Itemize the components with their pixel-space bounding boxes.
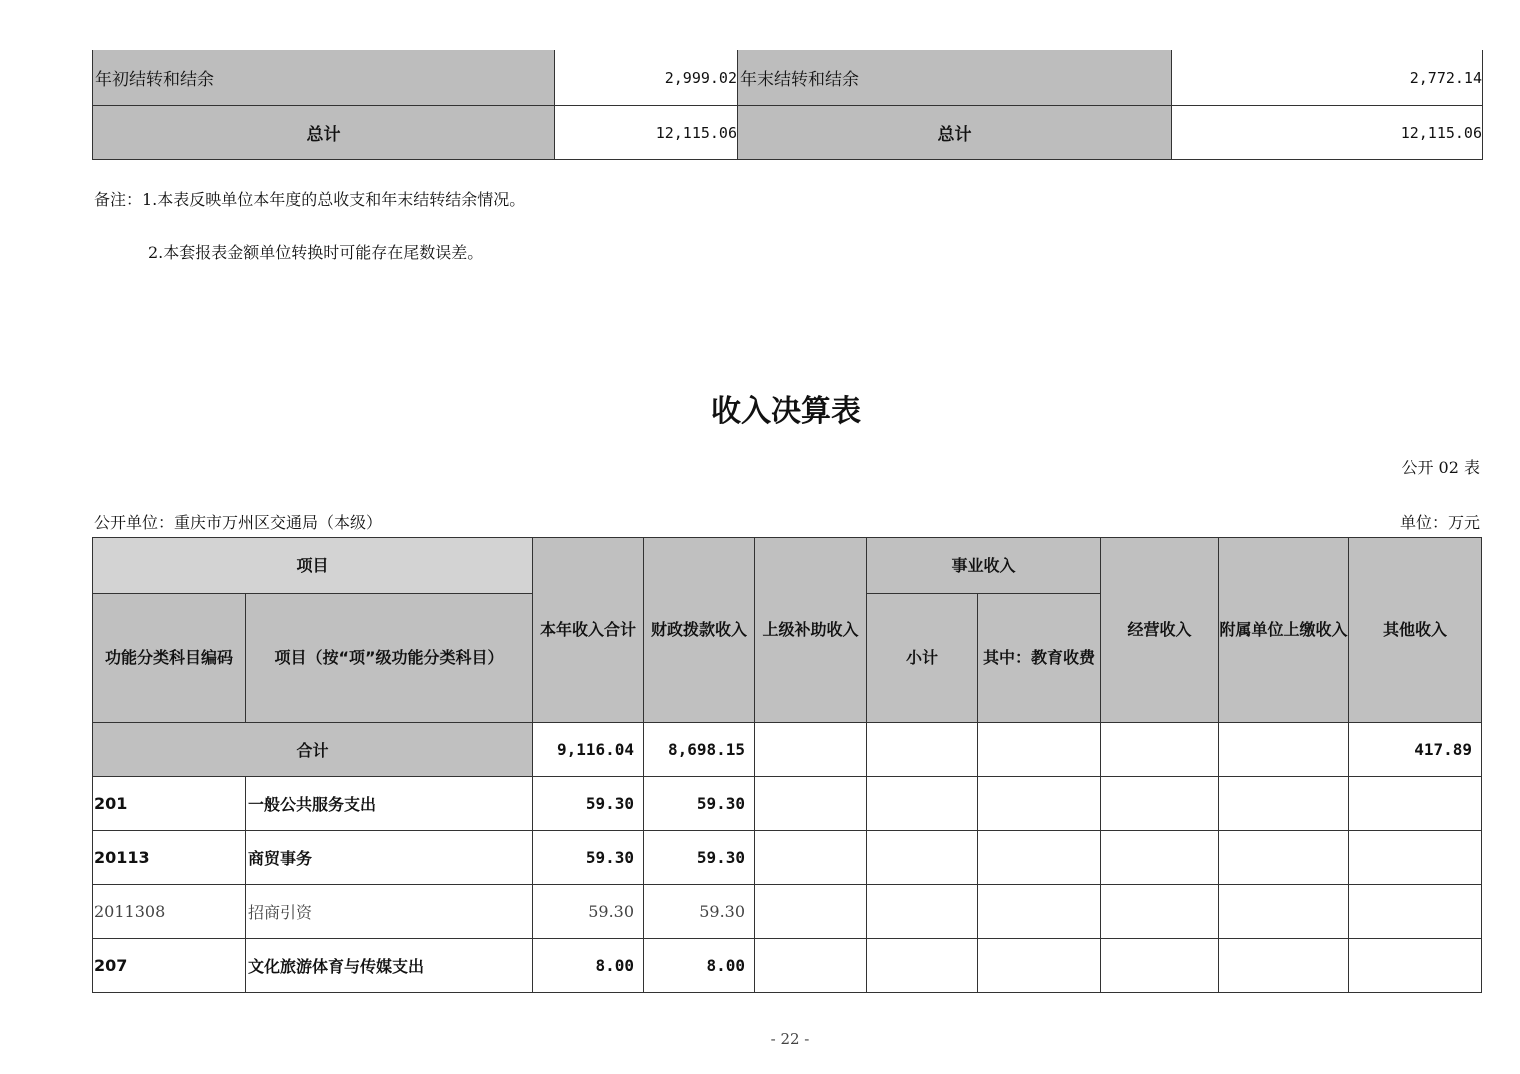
empty-cell — [978, 939, 1101, 993]
table-row — [93, 777, 1482, 831]
header-fiscal: 财政拨款收入 — [644, 538, 755, 723]
table-row — [93, 885, 1482, 939]
row-total-income: 59.30 — [533, 885, 644, 939]
table-row — [93, 939, 1482, 993]
empty-cell — [867, 885, 978, 939]
header-business: 事业收入 — [867, 538, 1101, 594]
empty-cell — [1101, 885, 1219, 939]
empty-cell — [978, 831, 1101, 885]
table-row — [93, 106, 1483, 160]
empty-cell — [1349, 885, 1482, 939]
row-name: 文化旅游体育与传媒支出 — [246, 939, 533, 993]
form-number: 公开 02 表 — [1401, 458, 1480, 477]
carryover-end-value: 2,772.14 — [1172, 50, 1483, 106]
empty-cell — [978, 885, 1101, 939]
header-project: 项目 — [93, 538, 533, 594]
note-line-2: 2.本套报表金额单位转换时可能存在尾数误差。 — [148, 243, 484, 262]
page-number: - 22 - — [770, 1030, 810, 1048]
empty-cell — [755, 939, 867, 993]
carryover-end-label: 年末结转和结余 — [738, 50, 1172, 106]
empty-cell — [1101, 777, 1219, 831]
row-code: 207 — [93, 939, 246, 993]
row-name: 招商引资 — [246, 885, 533, 939]
empty-cell — [1349, 939, 1482, 993]
empty-cell — [755, 777, 867, 831]
empty-cell — [755, 723, 867, 777]
grand-total-label-left: 总计 — [93, 106, 555, 160]
empty-cell — [1219, 831, 1349, 885]
header-other: 其他收入 — [1349, 538, 1482, 723]
table-row — [93, 831, 1482, 885]
total-other-value: 417.89 — [1349, 723, 1482, 777]
header-affiliated: 附属单位上缴收入 — [1219, 538, 1349, 723]
grand-total-value-left: 12,115.06 — [555, 106, 738, 160]
empty-cell — [978, 723, 1101, 777]
empty-cell — [1219, 885, 1349, 939]
row-fiscal: 59.30 — [644, 831, 755, 885]
carryover-start-value: 2,999.02 — [555, 50, 738, 106]
total-label: 合计 — [93, 723, 533, 777]
empty-cell — [1101, 723, 1219, 777]
header-row — [93, 538, 1482, 594]
summary-table — [92, 50, 1483, 160]
row-code: 2011308 — [93, 885, 246, 939]
empty-cell — [1219, 723, 1349, 777]
table-row — [93, 50, 1483, 106]
row-total-income: 8.00 — [533, 939, 644, 993]
header-item: 项目（按“项”级功能分类科目） — [246, 594, 533, 723]
grand-total-value-right: 12,115.06 — [1172, 106, 1483, 160]
row-code: 201 — [93, 777, 246, 831]
income-table — [92, 537, 1482, 993]
empty-cell — [867, 723, 978, 777]
note-line-1: 备注：1.本表反映单位本年度的总收支和年末结转结余情况。 — [94, 190, 526, 209]
empty-cell — [1101, 831, 1219, 885]
header-subtotal: 小计 — [867, 594, 978, 723]
carryover-start-label: 年初结转和结余 — [93, 50, 555, 106]
empty-cell — [1349, 831, 1482, 885]
row-fiscal: 59.30 — [644, 777, 755, 831]
empty-cell — [755, 831, 867, 885]
header-education: 其中：教育收费 — [978, 594, 1101, 723]
row-total-income: 59.30 — [533, 831, 644, 885]
row-fiscal: 59.30 — [644, 885, 755, 939]
row-code: 20113 — [93, 831, 246, 885]
row-fiscal: 8.00 — [644, 939, 755, 993]
page-title: 收入决算表 — [711, 394, 861, 429]
total-fiscal-value: 8,698.15 — [644, 723, 755, 777]
empty-cell — [755, 885, 867, 939]
row-total-income: 59.30 — [533, 777, 644, 831]
total-row — [93, 723, 1482, 777]
row-name: 一般公共服务支出 — [246, 777, 533, 831]
empty-cell — [1101, 939, 1219, 993]
grand-total-label-right: 总计 — [738, 106, 1172, 160]
empty-cell — [978, 777, 1101, 831]
empty-cell — [1349, 777, 1482, 831]
row-name: 商贸事务 — [246, 831, 533, 885]
header-superior: 上级补助收入 — [755, 538, 867, 723]
header-code: 功能分类科目编码 — [93, 594, 246, 723]
header-operating: 经营收入 — [1101, 538, 1219, 723]
empty-cell — [1219, 777, 1349, 831]
empty-cell — [1219, 939, 1349, 993]
reporting-unit: 公开单位：重庆市万州区交通局（本级） — [94, 513, 383, 532]
header-total-income: 本年收入合计 — [533, 538, 644, 723]
currency-unit: 单位：万元 — [1399, 513, 1480, 532]
empty-cell — [867, 831, 978, 885]
empty-cell — [867, 939, 978, 993]
empty-cell — [867, 777, 978, 831]
total-income-value: 9,116.04 — [533, 723, 644, 777]
